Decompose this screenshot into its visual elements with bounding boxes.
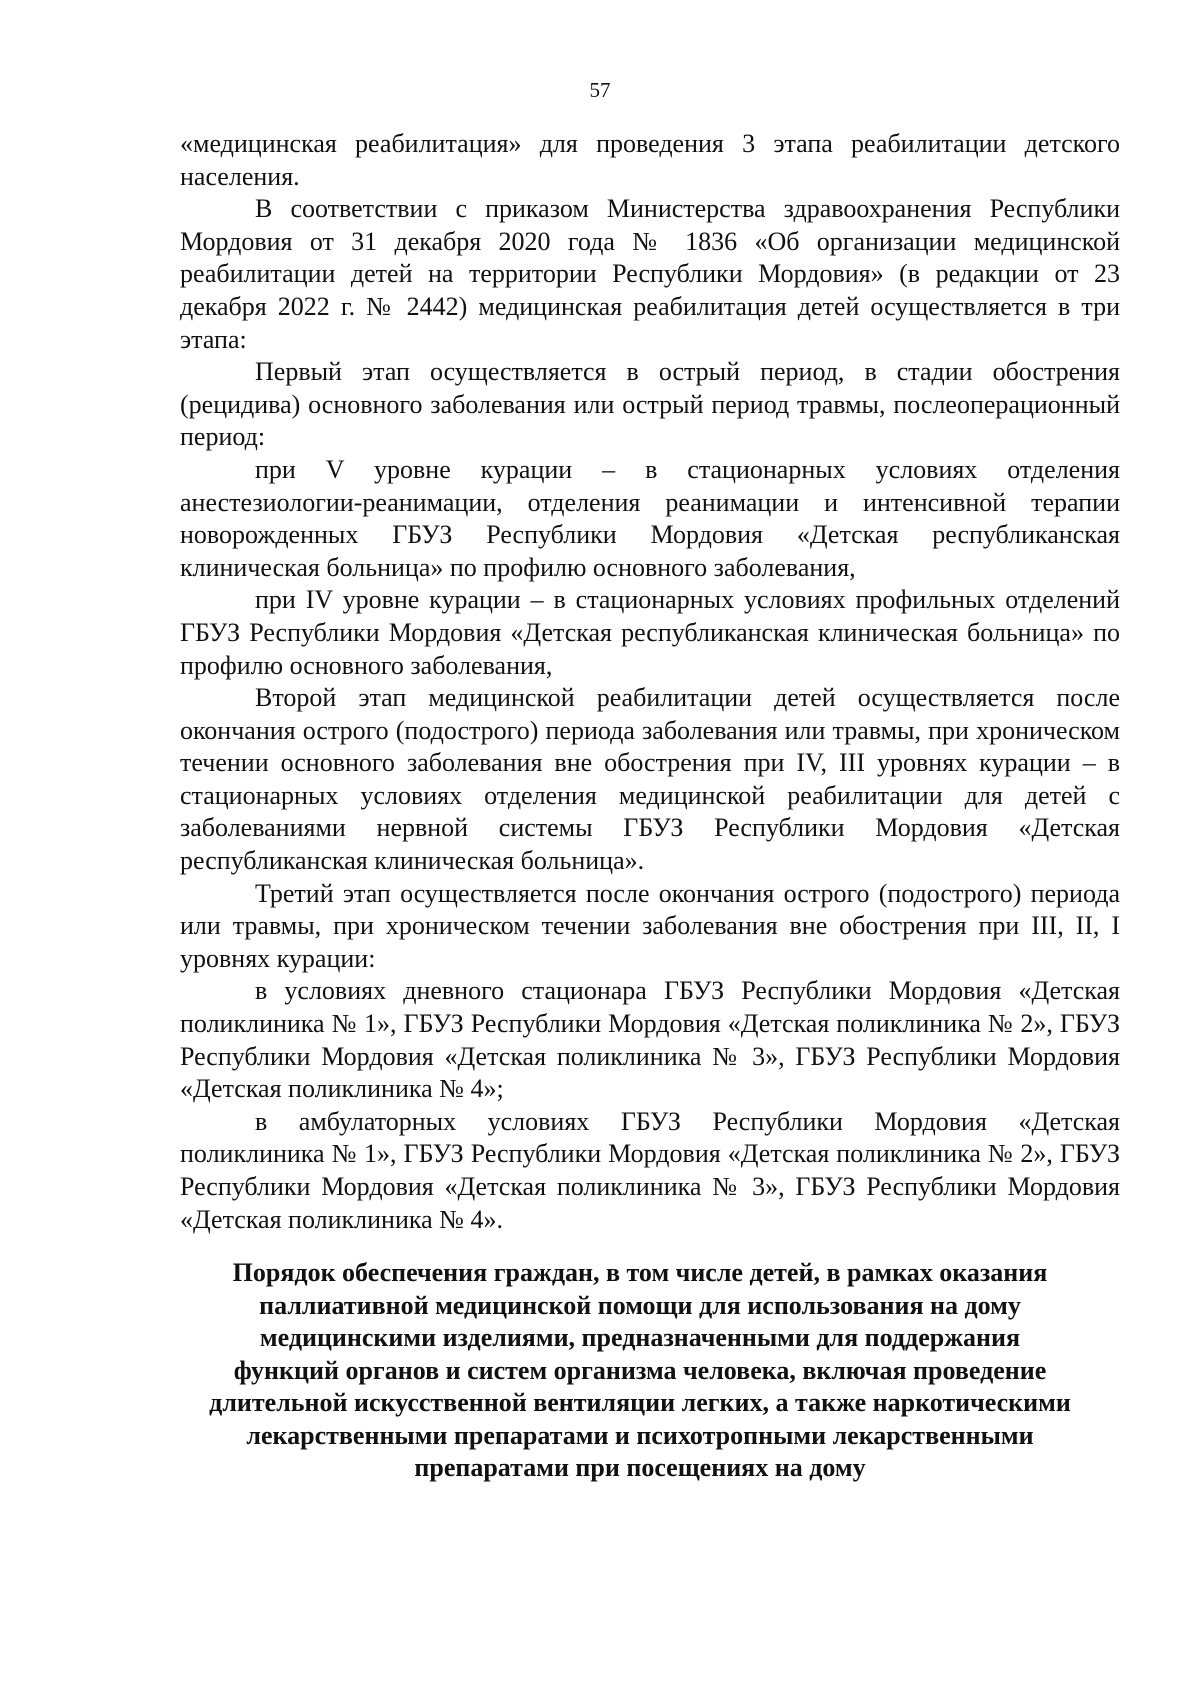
heading-line: Порядок обеспечения граждан, в том числе детей, в рамках оказания xyxy=(232,1258,1048,1287)
paragraph-order-reference: В соответствии с приказом Министерства здравоохранения Республики Мордовия от 31 декабря 2020 года № 1836 «Об организации медицинской реабилитации детей на территории Республики Мордовия» (в редакции от 23 декабря 2022 г. № 2442) медицинская реабилитация детей осуществляется в три этапа: xyxy=(180,194,1120,354)
paragraph-continuation: «медицинская реабилитация» для проведения 3 этапа реабилитации детского населения. xyxy=(180,129,1120,191)
section-heading xyxy=(160,1257,1120,1485)
heading-line: лекарственными препаратами и психотропными лекарственными xyxy=(246,1420,1034,1450)
heading-line: медицинскими изделиями, предназначенными для поддержания xyxy=(259,1323,1021,1352)
heading-line: длительной искусственной вентиляции легких, а также наркотическими xyxy=(209,1388,1071,1417)
paragraph-day-hospital: в условиях дневного стационара ГБУЗ Республики Мордовия «Детская поликлиника № 1», ГБУЗ Республики Мордовия «Детская поликлиника № 2», ГБУЗ Республики Мордовия «Детская поликлиника № 3», ГБУЗ Республики Мордовия «Детская поликлиника № 4»; xyxy=(180,976,1120,1104)
paragraph-stage-one: Первый этап осуществляется в острый период, в стадии обострения (рецидива) основного заболевания или острый период травмы, послеоперационный период: xyxy=(180,357,1120,452)
heading-line: препаратами при посещениях на дому xyxy=(414,1453,866,1482)
paragraph-level-four: при IV уровне курации – в стационарных условиях профильных отделений ГБУЗ Республики Мордовия «Детская республиканская клиническая больница» по профилю основного заболевания, xyxy=(180,585,1120,680)
paragraph-stage-two: Второй этап медицинской реабилитации детей осуществляется после окончания острого (подострого) периода заболевания или травмы, при хроническом течении основного заболевания вне обострения при IV, III уровнях курации – в стационарных условиях отделения медицинской реабилитации для детей с заболеваниями нервной системы ГБУЗ Республики Мордовия «Детская республиканская клиническая больница». xyxy=(180,683,1120,876)
paragraph-stage-three: Третий этап осуществляется после окончания острого (подострого) периода или травмы, при хроническом течении заболевания вне обострения при III, II, I уровнях курации: xyxy=(180,878,1120,973)
paragraph-outpatient: в амбулаторных условиях ГБУЗ Республики Мордовия «Детская поликлиника № 1», ГБУЗ Республики Мордовия «Детская поликлиника № 2», ГБУЗ Республики Мордовия «Детская поликлиника № 3», ГБУЗ Республики Мордовия «Детская поликлиника № 4». xyxy=(180,1106,1120,1234)
heading-line: функций органов и систем организма человека, включая проведение xyxy=(233,1355,1047,1385)
body-text xyxy=(180,128,1120,1236)
page-number: 57 xyxy=(589,78,611,102)
heading-line: паллиативной медицинской помощи для использования на дому xyxy=(259,1290,1021,1320)
paragraph-level-five: при V уровне курации – в стационарных условиях отделения анестезиологии-реанимации, отделения реанимации и интенсивной терапии новорожденных ГБУЗ Республики Мордовия «Детская республиканская клиническая больница» по профилю основного заболевания, xyxy=(180,454,1120,582)
